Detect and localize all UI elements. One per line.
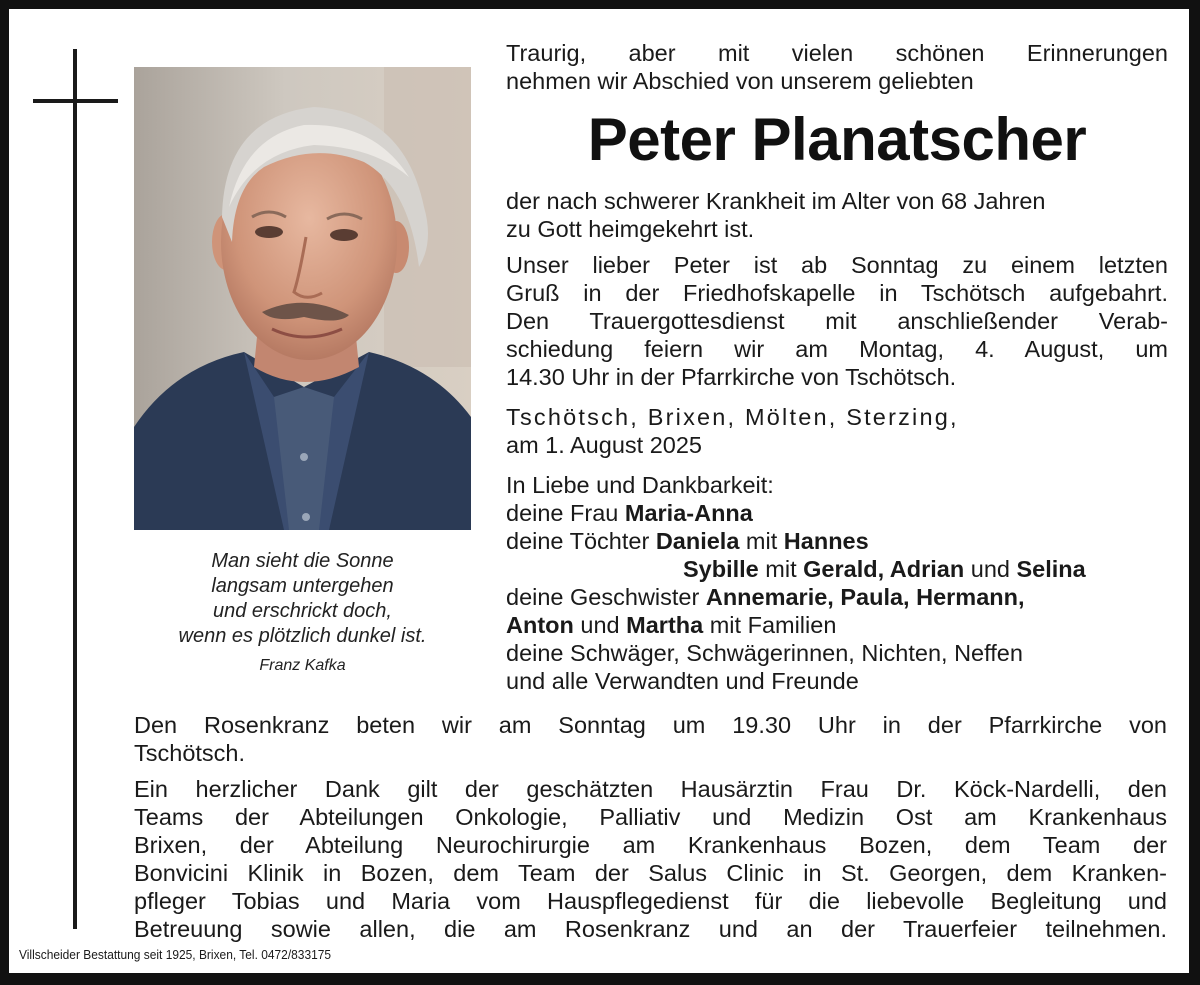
bottom-text [134,711,1167,943]
mourner-name: Selina [1016,556,1086,582]
mourner-inlaws: deine Schwäger, Schwägerinnen, Nichten, Neffen [506,640,1023,666]
quote-author: Franz Kafka [259,657,346,674]
service-line: 14.30 Uhr in der Pfarrkirche von Tschötsch. [506,364,957,390]
places: Tschötsch, Brixen, Mölten, Sterzing, [506,404,959,430]
mourner-connector: und [964,556,1017,582]
mourner-name: Gerald, Adrian [803,556,965,582]
mourner-name: Anton [506,612,574,638]
thanks-line: Brixen, der Abteilung Neurochirurgie am Krankenhaus Bozen, dem Team der [134,832,1167,858]
quote-line: und erschrickt doch, [213,600,392,622]
deceased-name: Peter Planatscher [587,106,1087,173]
mourner-connector: und [573,612,627,638]
mourner-name: Martha [626,612,704,638]
obituary-notice [9,9,1189,973]
service-line: Gruß in der Friedhofskapelle in Tschötsch aufgebahrt. [506,280,1168,306]
mourner-connector: mit [739,528,784,554]
thanks-line: Teams der Abteilungen Onkologie, Palliativ und Medizin Ost am Krankenhaus [134,804,1167,830]
quote-line: Man sieht die Sonne [211,550,394,572]
announcement-line: der nach schwerer Krankheit im Alter von 68 Jahren [506,188,1046,214]
intro-line: Traurig, aber mit vielen schönen Erinnerungen [506,40,1168,66]
mourner-connector: mit Familien [703,612,837,638]
thanks-line: Bonvicini Klinik in Bozen, dem Team der Salus Clinic in St. Georgen, dem Kranken- [134,860,1167,886]
mourner-relatives: und alle Verwandten und Freunde [506,668,859,694]
quote-line: wenn es plötzlich dunkel ist. [178,625,427,647]
mourner-wife [506,499,1168,527]
thanks-line: Ein herzlicher Dank gilt der geschätzten Hausärztin Frau Dr. Köck-Nardelli, den [134,776,1167,802]
quote-line: langsam untergehen [211,575,394,597]
mourner-siblings-2 [506,611,1168,639]
mourner-name: Annemarie, Paula, Hermann, [705,584,1025,610]
rosary-line: Tschötsch. [134,740,246,766]
mourner-name: Sybille [683,556,759,582]
portrait-illustration [134,67,471,530]
intro-line: nehmen wir Abschied von unserem geliebten [506,68,974,94]
mourner-label: deine Geschwister [506,584,706,610]
notice-date: am 1. August 2025 [506,432,702,458]
right-column [506,39,1168,695]
thanks-line: pfleger Tobias und Maria vom Hauspflegedienst für die liebevolle Begleitung und [134,888,1167,914]
mourner-daughters [506,527,1168,555]
mourner-connector: mit [758,556,804,582]
portrait-photo [134,67,471,530]
rosary-line: Den Rosenkranz beten wir am Sonntag um 19.30 Uhr in der Pfarrkirche von [134,712,1167,738]
mourner-siblings [506,583,1168,611]
mourner-name: Maria-Anna [624,500,753,526]
cross-icon-horizontal [33,99,118,103]
kafka-quote [134,549,471,677]
mourners-heading: In Liebe und Dankbarkeit: [506,472,774,498]
cross-icon-vertical [73,49,77,929]
announcement-line: zu Gott heimgekehrt ist. [506,216,755,242]
service-line: schiedung feiern wir am Montag, 4. August, um [506,336,1168,362]
thanks-line: Betreuung sowie allen, die am Rosenkranz und an der Trauerfeier teilnehmen. [134,916,1167,942]
mourner-name: Daniela [655,528,740,554]
service-line: Unser lieber Peter ist ab Sonntag zu einem letzten [506,252,1168,278]
funeral-home-footer: Villscheider Bestattung seit 1925, Brixen, Tel. 0472/833175 [19,947,332,962]
mourner-daughter2 [506,555,1168,583]
mourner-label: deine Frau [506,500,625,526]
service-line: Den Trauergottesdienst mit anschließender Verab- [506,308,1168,334]
mourner-label: deine Töchter [506,528,656,554]
mourner-name: Hannes [783,528,869,554]
